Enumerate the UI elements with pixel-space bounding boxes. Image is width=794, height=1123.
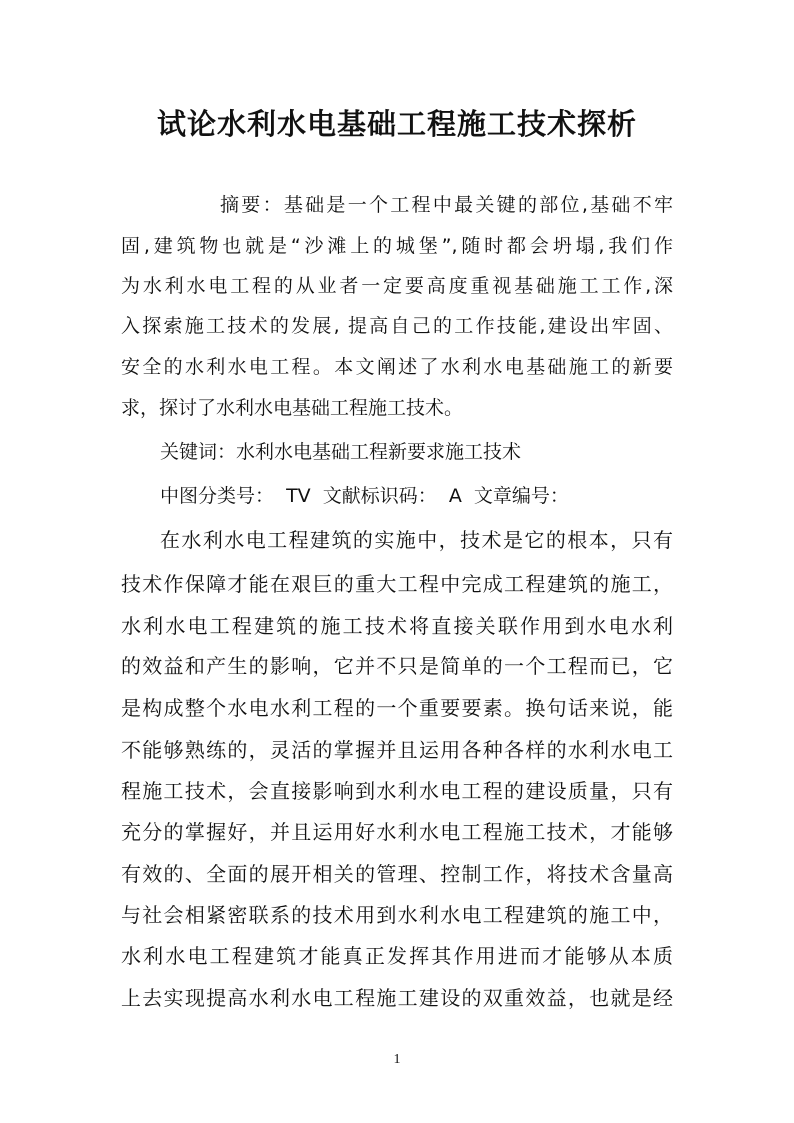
body-line: 水利水电工程建筑的施工技术将直接关联作用到水电水利 [121,614,673,638]
keywords-line: 关键词：水利水电基础工程新要求施工技术 [160,441,522,463]
body-line: 充分的掌握好，并且运用好水利水电工程施工技术，才能够 [121,820,673,844]
body-line: 技术作保障才能在艰巨的重大工程中完成工程建筑的施工， [121,572,673,596]
body-line: 有效的、全面的展开相关的管理、控制工作，将技术含量高 [121,862,673,886]
body-line: 在水利水电工程建筑的实施中，技术是它的根本，只有 [160,528,673,552]
classification-line: 中图分类号： TV 文献标识码： A 文章编号： [160,485,569,507]
abstract-line: 摘要：基础是一个工程中最关键的部位,基础不牢 [220,194,673,216]
abstract-line: 求，探讨了水利水电基础工程施工技术。 [121,397,464,419]
abstract-line: 为水利水电工程的从业者一定要高度重视基础施工工作,深 [121,275,673,297]
body-line: 不能够熟练的，灵活的掌握并且运用各种各样的水利水电工 [121,738,673,762]
document-title: 试论水利水电基础工程施工技术探析 [156,107,637,141]
page-number: 1 [393,1052,401,1067]
body-line: 程施工技术，会直接影响到水利水电工程的建设质量，只有 [121,779,673,803]
abstract-line: 入探索施工技术的发展, 提高自己的工作技能,建设出牢固、 [121,315,673,337]
body-line: 上去实现提高水利水电工程施工建设的双重效益，也就是经 [121,986,673,1010]
abstract-line: 安全的水利水电工程。本文阐述了水利水电基础施工的新要 [121,356,673,378]
body-line: 水利水电工程建筑才能真正发挥其作用进而才能够从本质 [121,944,673,968]
body-line: 与社会相紧密联系的技术用到水利水电工程建筑的施工中， [121,903,673,927]
body-line: 是构成整个水电水利工程的一个重要要素。换句话来说，能 [121,696,673,720]
body-line: 的效益和产生的影响，它并不只是简单的一个工程而已，它 [121,654,673,678]
abstract-line: 固,建筑物也就是“沙滩上的城堡”,随时都会坍塌,我们作 [121,235,673,257]
